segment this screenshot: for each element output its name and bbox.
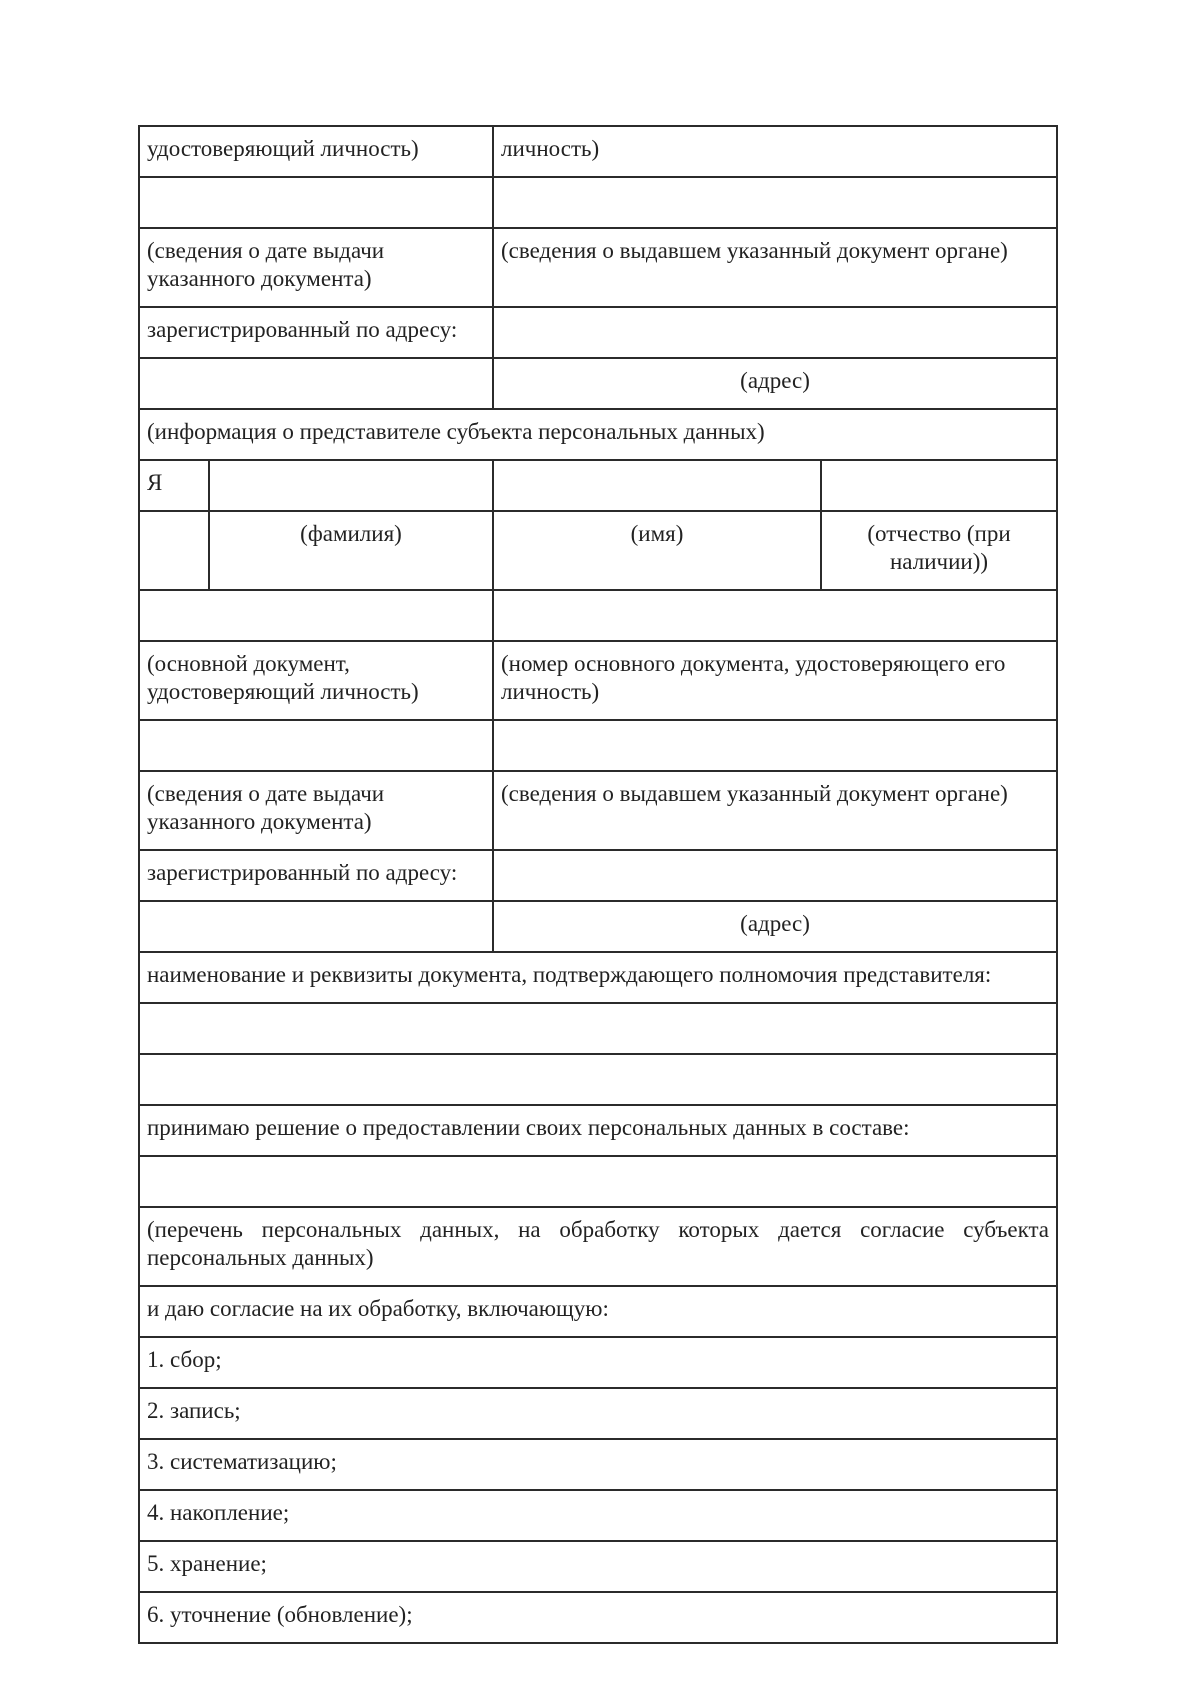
fill-in-field[interactable] <box>493 720 1057 771</box>
personal-data-list-caption: (перечень персональных данных, на обработку которых дается согласие субъекта персональных данных) <box>139 1207 1057 1286</box>
name-field[interactable] <box>493 460 821 511</box>
address-field[interactable] <box>139 901 493 952</box>
personal-data-list-field[interactable] <box>139 1156 1057 1207</box>
table-row <box>139 1156 1057 1207</box>
form-cell-label: (сведения о дате выдачи указанного документа) <box>139 771 493 850</box>
table-row <box>139 307 1057 358</box>
consent-statement: и даю согласие на их обработку, включающую: <box>139 1286 1057 1337</box>
fill-in-field[interactable] <box>139 590 493 641</box>
surname-caption: (фамилия) <box>209 511 493 590</box>
name-caption: (имя) <box>493 511 821 590</box>
table-row <box>139 1388 1057 1439</box>
table-row <box>139 641 1057 720</box>
fill-in-field[interactable] <box>139 177 493 228</box>
address-caption: (адрес) <box>493 358 1057 409</box>
table-row <box>139 952 1057 1003</box>
processing-item: 5. хранение; <box>139 1541 1057 1592</box>
processing-item: 1. сбор; <box>139 1337 1057 1388</box>
processing-item: 2. запись; <box>139 1388 1057 1439</box>
form-cell-label: личность) <box>493 126 1057 177</box>
empty-cell <box>139 511 209 590</box>
table-row <box>139 511 1057 590</box>
surname-field[interactable] <box>209 460 493 511</box>
address-field[interactable] <box>493 850 1057 901</box>
processing-item: 3. систематизацию; <box>139 1439 1057 1490</box>
patronymic-caption: (отчество (при наличии)) <box>821 511 1057 590</box>
table-row <box>139 358 1057 409</box>
table-row <box>139 720 1057 771</box>
form-cell-label: (номер основного документа, удостоверяющего его личность) <box>493 641 1057 720</box>
form-cell-label: (сведения о выдавшем указанный документ органе) <box>493 771 1057 850</box>
decision-statement: принимаю решение о предоставлении своих персональных данных в составе: <box>139 1105 1057 1156</box>
form-cell-label: (сведения о выдавшем указанный документ органе) <box>493 228 1057 307</box>
form-cell-label: зарегистрированный по адресу: <box>139 850 493 901</box>
address-field[interactable] <box>493 307 1057 358</box>
patronymic-field[interactable] <box>821 460 1057 511</box>
table-row <box>139 1490 1057 1541</box>
table-row <box>139 1541 1057 1592</box>
table-row <box>139 1592 1057 1643</box>
form-cell-label: удостоверяющий личность) <box>139 126 493 177</box>
pronoun-label: Я <box>139 460 209 511</box>
processing-item: 6. уточнение (обновление); <box>139 1592 1057 1643</box>
address-caption: (адрес) <box>493 901 1057 952</box>
table-row <box>139 850 1057 901</box>
table-row <box>139 460 1057 511</box>
table-row <box>139 590 1057 641</box>
table-row <box>139 1337 1057 1388</box>
processing-item: 4. накопление; <box>139 1490 1057 1541</box>
table-row <box>139 1439 1057 1490</box>
table-row <box>139 901 1057 952</box>
fill-in-field[interactable] <box>493 177 1057 228</box>
consent-form-table <box>138 125 1058 1644</box>
table-row <box>139 1105 1057 1156</box>
table-row <box>139 1003 1057 1054</box>
form-cell-label: (основной документ, удостоверяющий личность) <box>139 641 493 720</box>
table-row <box>139 409 1057 460</box>
table-row <box>139 1054 1057 1105</box>
table-row <box>139 177 1057 228</box>
authority-document-caption: наименование и реквизиты документа, подтверждающего полномочия представителя: <box>139 952 1057 1003</box>
representative-info-caption: (информация о представителе субъекта персональных данных) <box>139 409 1057 460</box>
form-cell-label: зарегистрированный по адресу: <box>139 307 493 358</box>
address-field[interactable] <box>139 358 493 409</box>
form-cell-label: (сведения о дате выдачи указанного документа) <box>139 228 493 307</box>
fill-in-field[interactable] <box>139 1003 1057 1054</box>
table-row <box>139 1286 1057 1337</box>
fill-in-field[interactable] <box>139 720 493 771</box>
table-row <box>139 126 1057 177</box>
fill-in-field[interactable] <box>493 590 1057 641</box>
fill-in-field[interactable] <box>139 1054 1057 1105</box>
table-row <box>139 771 1057 850</box>
table-row <box>139 228 1057 307</box>
table-row <box>139 1207 1057 1286</box>
